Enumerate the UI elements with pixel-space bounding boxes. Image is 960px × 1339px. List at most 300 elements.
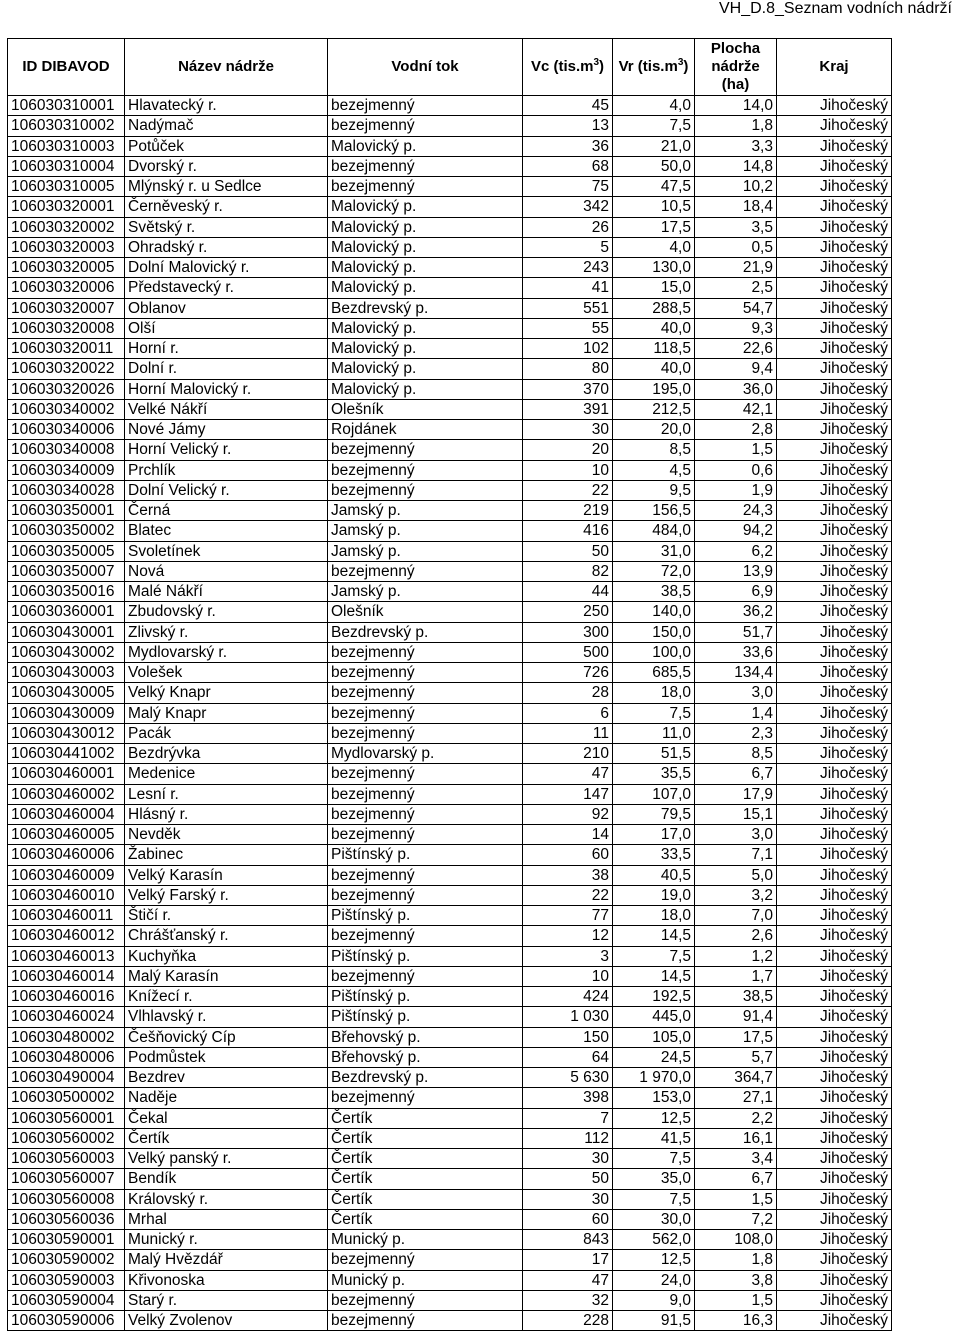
cell-region: Jihočeský — [777, 723, 892, 743]
cell-vr: 212,5 — [613, 399, 695, 419]
cell-region: Jihočeský — [777, 460, 892, 480]
cell-stream: bezejmenný — [328, 825, 523, 845]
cell-region: Jihočeský — [777, 440, 892, 460]
cell-area: 6,2 — [695, 541, 777, 561]
table-row — [8, 561, 892, 581]
cell-region: Jihočeský — [777, 339, 892, 359]
cell-vc: 424 — [523, 987, 613, 1007]
cell-stream: Jamský p. — [328, 541, 523, 561]
cell-id: 106030480006 — [8, 1047, 125, 1067]
cell-id: 106030590004 — [8, 1290, 125, 1310]
table-row — [8, 399, 892, 419]
cell-region: Jihočeský — [777, 1290, 892, 1310]
cell-stream: bezejmenný — [328, 966, 523, 986]
cell-stream: bezejmenný — [328, 683, 523, 703]
cell-name: Prchlík — [125, 460, 328, 480]
cell-vr: 38,5 — [613, 582, 695, 602]
cell-vr: 1 970,0 — [613, 1068, 695, 1088]
cell-area: 3,2 — [695, 885, 777, 905]
cell-name: Nevděk — [125, 825, 328, 845]
cell-name: Naděje — [125, 1088, 328, 1108]
cell-area: 7,2 — [695, 1209, 777, 1229]
cell-stream: Břehovský p. — [328, 1047, 523, 1067]
cell-stream: Malovický p. — [328, 339, 523, 359]
cell-vc: 147 — [523, 784, 613, 804]
cell-stream: Malovický p. — [328, 237, 523, 257]
cell-name: Nové Jámy — [125, 420, 328, 440]
cell-name: Medenice — [125, 764, 328, 784]
cell-region: Jihočeský — [777, 136, 892, 156]
cell-name: Horní Malovický r. — [125, 379, 328, 399]
cell-area: 1,9 — [695, 480, 777, 500]
cell-id: 106030480002 — [8, 1027, 125, 1047]
table-row — [8, 197, 892, 217]
cell-name: Královský r. — [125, 1189, 328, 1209]
cell-id: 106030320011 — [8, 339, 125, 359]
cell-area: 38,5 — [695, 987, 777, 1007]
cell-vr: 35,5 — [613, 764, 695, 784]
cell-name: Mrhal — [125, 1209, 328, 1229]
header-vc-suffix: ) — [599, 58, 605, 75]
cell-id: 106030560007 — [8, 1169, 125, 1189]
cell-vc: 50 — [523, 1169, 613, 1189]
cell-name: Svoletínek — [125, 541, 328, 561]
table-row — [8, 784, 892, 804]
cell-stream: Jamský p. — [328, 521, 523, 541]
cell-id: 106030430002 — [8, 642, 125, 662]
cell-vc: 102 — [523, 339, 613, 359]
cell-area: 27,1 — [695, 1088, 777, 1108]
cell-vc: 82 — [523, 561, 613, 581]
cell-area: 364,7 — [695, 1068, 777, 1088]
cell-vc: 14 — [523, 825, 613, 845]
cell-stream: bezejmenný — [328, 116, 523, 136]
cell-stream: Pištínský p. — [328, 1007, 523, 1027]
cell-stream: bezejmenný — [328, 804, 523, 824]
cell-name: Malé Nákří — [125, 582, 328, 602]
cell-area: 134,4 — [695, 663, 777, 683]
cell-region: Jihočeský — [777, 602, 892, 622]
cell-id: 106030340006 — [8, 420, 125, 440]
table-row — [8, 966, 892, 986]
cell-name: Čekal — [125, 1108, 328, 1128]
cell-name: Křivonoska — [125, 1270, 328, 1290]
cell-stream: Čertík — [328, 1108, 523, 1128]
cell-region: Jihočeský — [777, 946, 892, 966]
cell-vc: 30 — [523, 420, 613, 440]
cell-region: Jihočeský — [777, 784, 892, 804]
cell-area: 5,7 — [695, 1047, 777, 1067]
cell-vc: 47 — [523, 764, 613, 784]
cell-region: Jihočeský — [777, 1270, 892, 1290]
cell-vr: 9,5 — [613, 480, 695, 500]
cell-id: 106030430003 — [8, 663, 125, 683]
header-region: Kraj — [777, 39, 892, 96]
cell-vr: 33,5 — [613, 845, 695, 865]
cell-vr: 35,0 — [613, 1169, 695, 1189]
cell-id: 106030320006 — [8, 278, 125, 298]
cell-id: 106030460009 — [8, 865, 125, 885]
cell-id: 106030590002 — [8, 1250, 125, 1270]
cell-area: 15,1 — [695, 804, 777, 824]
cell-id: 106030350005 — [8, 541, 125, 561]
cell-vr: 445,0 — [613, 1007, 695, 1027]
cell-vc: 22 — [523, 480, 613, 500]
cell-vc: 64 — [523, 1047, 613, 1067]
cell-stream: bezejmenný — [328, 926, 523, 946]
cell-stream: Bezdrevský p. — [328, 1068, 523, 1088]
cell-region: Jihočeský — [777, 1068, 892, 1088]
cell-vr: 79,5 — [613, 804, 695, 824]
table-row — [8, 298, 892, 318]
cell-region: Jihočeský — [777, 885, 892, 905]
cell-vr: 30,0 — [613, 1209, 695, 1229]
cell-id: 106030320005 — [8, 258, 125, 278]
cell-region: Jihočeský — [777, 359, 892, 379]
cell-vr: 18,0 — [613, 683, 695, 703]
cell-area: 14,0 — [695, 96, 777, 116]
cell-region: Jihočeský — [777, 561, 892, 581]
cell-area: 2,8 — [695, 420, 777, 440]
cell-vr: 17,0 — [613, 825, 695, 845]
cell-vc: 398 — [523, 1088, 613, 1108]
cell-stream: Malovický p. — [328, 136, 523, 156]
cell-region: Jihočeský — [777, 197, 892, 217]
cell-area: 33,6 — [695, 642, 777, 662]
cell-stream: Malovický p. — [328, 278, 523, 298]
cell-vc: 68 — [523, 156, 613, 176]
header-area — [695, 39, 777, 96]
cell-vc: 843 — [523, 1230, 613, 1250]
cell-id: 106030460004 — [8, 804, 125, 824]
table-row — [8, 926, 892, 946]
cell-id: 106030500002 — [8, 1088, 125, 1108]
cell-area: 16,3 — [695, 1311, 777, 1331]
cell-stream: Čertík — [328, 1149, 523, 1169]
table-row — [8, 1290, 892, 1310]
cell-stream: Pištínský p. — [328, 987, 523, 1007]
cell-id: 106030560008 — [8, 1189, 125, 1209]
table-row — [8, 116, 892, 136]
cell-area: 18,4 — [695, 197, 777, 217]
cell-area: 1,8 — [695, 116, 777, 136]
cell-stream: bezejmenný — [328, 480, 523, 500]
table-row — [8, 764, 892, 784]
cell-area: 3,5 — [695, 217, 777, 237]
cell-id: 106030590001 — [8, 1230, 125, 1250]
table-row — [8, 663, 892, 683]
cell-vc: 60 — [523, 845, 613, 865]
cell-region: Jihočeský — [777, 1007, 892, 1027]
cell-vr: 91,5 — [613, 1311, 695, 1331]
cell-vr: 7,5 — [613, 946, 695, 966]
cell-vr: 24,0 — [613, 1270, 695, 1290]
cell-vc: 12 — [523, 926, 613, 946]
cell-region: Jihočeský — [777, 1169, 892, 1189]
cell-name: Lesní r. — [125, 784, 328, 804]
header-vr-prefix: Vr (tis.m — [618, 58, 678, 75]
cell-region: Jihočeský — [777, 744, 892, 764]
cell-vr: 14,5 — [613, 926, 695, 946]
cell-id: 106030320008 — [8, 318, 125, 338]
cell-name: Zlivský r. — [125, 622, 328, 642]
cell-vr: 105,0 — [613, 1027, 695, 1047]
table-row — [8, 1250, 892, 1270]
cell-name: Žabinec — [125, 845, 328, 865]
cell-vc: 3 — [523, 946, 613, 966]
cell-vr: 7,5 — [613, 116, 695, 136]
cell-vc: 47 — [523, 1270, 613, 1290]
cell-vc: 50 — [523, 541, 613, 561]
cell-vc: 416 — [523, 521, 613, 541]
cell-id: 106030430005 — [8, 683, 125, 703]
cell-id: 106030460016 — [8, 987, 125, 1007]
cell-area: 54,7 — [695, 298, 777, 318]
cell-vr: 20,0 — [613, 420, 695, 440]
cell-region: Jihočeský — [777, 683, 892, 703]
cell-name: Kuchyňka — [125, 946, 328, 966]
cell-area: 21,9 — [695, 258, 777, 278]
cell-stream: Malovický p. — [328, 379, 523, 399]
cell-vr: 100,0 — [613, 642, 695, 662]
cell-stream: Břehovský p. — [328, 1027, 523, 1047]
cell-id: 106030460010 — [8, 885, 125, 905]
cell-region: Jihočeský — [777, 1230, 892, 1250]
cell-id: 106030340009 — [8, 460, 125, 480]
table-row — [8, 480, 892, 500]
table-row — [8, 1007, 892, 1027]
table-row — [8, 946, 892, 966]
cell-vr: 41,5 — [613, 1128, 695, 1148]
cell-vr: 153,0 — [613, 1088, 695, 1108]
cell-vr: 118,5 — [613, 339, 695, 359]
cell-stream: bezejmenný — [328, 784, 523, 804]
cell-stream: Čertík — [328, 1189, 523, 1209]
cell-name: Bezdrývka — [125, 744, 328, 764]
table-row — [8, 501, 892, 521]
cell-stream: bezejmenný — [328, 723, 523, 743]
cell-id: 106030310004 — [8, 156, 125, 176]
cell-vc: 391 — [523, 399, 613, 419]
cell-region: Jihočeský — [777, 278, 892, 298]
table-row — [8, 683, 892, 703]
cell-region: Jihočeský — [777, 642, 892, 662]
cell-vr: 7,5 — [613, 1149, 695, 1169]
cell-vc: 500 — [523, 642, 613, 662]
cell-name: Ohradský r. — [125, 237, 328, 257]
cell-id: 106030560002 — [8, 1128, 125, 1148]
cell-vr: 18,0 — [613, 906, 695, 926]
cell-id: 106030460005 — [8, 825, 125, 845]
cell-region: Jihočeský — [777, 1189, 892, 1209]
table-row — [8, 440, 892, 460]
table-row — [8, 339, 892, 359]
table-row — [8, 804, 892, 824]
cell-name: Hlásný r. — [125, 804, 328, 824]
cell-vc: 60 — [523, 1209, 613, 1229]
cell-vc: 1 030 — [523, 1007, 613, 1027]
cell-vc: 20 — [523, 440, 613, 460]
cell-stream: bezejmenný — [328, 96, 523, 116]
cell-vc: 28 — [523, 683, 613, 703]
cell-region: Jihočeský — [777, 865, 892, 885]
cell-area: 1,5 — [695, 1290, 777, 1310]
cell-vc: 5 — [523, 237, 613, 257]
cell-region: Jihočeský — [777, 501, 892, 521]
cell-id: 106030350001 — [8, 501, 125, 521]
table-row — [8, 1189, 892, 1209]
table-row — [8, 177, 892, 197]
cell-id: 106030560001 — [8, 1108, 125, 1128]
cell-name: Oblanov — [125, 298, 328, 318]
cell-area: 17,9 — [695, 784, 777, 804]
cell-region: Jihočeský — [777, 622, 892, 642]
cell-name: Horní Velický r. — [125, 440, 328, 460]
cell-stream: Jamský p. — [328, 582, 523, 602]
cell-id: 106030460013 — [8, 946, 125, 966]
cell-vc: 26 — [523, 217, 613, 237]
cell-id: 106030430012 — [8, 723, 125, 743]
cell-name: Volešek — [125, 663, 328, 683]
cell-region: Jihočeský — [777, 96, 892, 116]
cell-stream: Munický p. — [328, 1230, 523, 1250]
cell-area: 2,6 — [695, 926, 777, 946]
cell-region: Jihočeský — [777, 703, 892, 723]
cell-vc: 44 — [523, 582, 613, 602]
cell-vc: 41 — [523, 278, 613, 298]
cell-region: Jihočeský — [777, 258, 892, 278]
cell-area: 1,7 — [695, 966, 777, 986]
cell-name: Horní r. — [125, 339, 328, 359]
cell-name: Potůček — [125, 136, 328, 156]
cell-vr: 40,5 — [613, 865, 695, 885]
cell-name: Malý Hvězdář — [125, 1250, 328, 1270]
cell-vr: 7,5 — [613, 703, 695, 723]
cell-stream: bezejmenný — [328, 865, 523, 885]
cell-name: Munický r. — [125, 1230, 328, 1250]
header-vc-sup: 3 — [593, 57, 600, 68]
table-row — [8, 1108, 892, 1128]
cell-name: Černá — [125, 501, 328, 521]
cell-stream: Malovický p. — [328, 359, 523, 379]
cell-vr: 130,0 — [613, 258, 695, 278]
cell-vr: 484,0 — [613, 521, 695, 541]
cell-name: Velký Knapr — [125, 683, 328, 703]
cell-region: Jihočeský — [777, 663, 892, 683]
cell-stream: bezejmenný — [328, 1290, 523, 1310]
cell-id: 106030340002 — [8, 399, 125, 419]
table-row — [8, 1230, 892, 1250]
cell-vr: 11,0 — [613, 723, 695, 743]
reservoir-table — [7, 38, 892, 1331]
cell-name: Světský r. — [125, 217, 328, 237]
cell-region: Jihočeský — [777, 1108, 892, 1128]
cell-id: 106030320022 — [8, 359, 125, 379]
cell-name: Hlavatecký r. — [125, 96, 328, 116]
cell-vc: 342 — [523, 197, 613, 217]
cell-stream: bezejmenný — [328, 1088, 523, 1108]
cell-area: 24,3 — [695, 501, 777, 521]
cell-name: Nová — [125, 561, 328, 581]
cell-name: Dolní r. — [125, 359, 328, 379]
cell-area: 2,2 — [695, 1108, 777, 1128]
cell-stream: bezejmenný — [328, 177, 523, 197]
cell-area: 91,4 — [695, 1007, 777, 1027]
cell-name: Podmůstek — [125, 1047, 328, 1067]
cell-vc: 10 — [523, 460, 613, 480]
table-row — [8, 278, 892, 298]
cell-id: 106030460006 — [8, 845, 125, 865]
table-row — [8, 987, 892, 1007]
cell-region: Jihočeský — [777, 926, 892, 946]
cell-area: 36,0 — [695, 379, 777, 399]
cell-vc: 243 — [523, 258, 613, 278]
cell-region: Jihočeský — [777, 1128, 892, 1148]
cell-vc: 551 — [523, 298, 613, 318]
cell-id: 106030350002 — [8, 521, 125, 541]
table-row — [8, 825, 892, 845]
cell-area: 2,5 — [695, 278, 777, 298]
cell-id: 106030460024 — [8, 1007, 125, 1027]
table-row — [8, 1068, 892, 1088]
cell-name: Knížecí r. — [125, 987, 328, 1007]
table-row — [8, 744, 892, 764]
cell-name: Bendík — [125, 1169, 328, 1189]
cell-region: Jihočeský — [777, 1250, 892, 1270]
cell-id: 106030460012 — [8, 926, 125, 946]
table-header — [8, 39, 892, 96]
cell-id: 106030460011 — [8, 906, 125, 926]
cell-vr: 192,5 — [613, 987, 695, 1007]
cell-region: Jihočeský — [777, 1311, 892, 1331]
cell-area: 3,0 — [695, 825, 777, 845]
cell-stream: bezejmenný — [328, 156, 523, 176]
cell-vc: 80 — [523, 359, 613, 379]
cell-stream: Malovický p. — [328, 318, 523, 338]
cell-name: Malý Karasín — [125, 966, 328, 986]
cell-vc: 5 630 — [523, 1068, 613, 1088]
cell-vr: 4,0 — [613, 237, 695, 257]
cell-id: 106030460014 — [8, 966, 125, 986]
cell-area: 17,5 — [695, 1027, 777, 1047]
cell-stream: Čertík — [328, 1169, 523, 1189]
header-row — [8, 39, 892, 96]
table-row — [8, 521, 892, 541]
cell-id: 106030320002 — [8, 217, 125, 237]
cell-vr: 107,0 — [613, 784, 695, 804]
header-vc-prefix: Vc (tis.m — [530, 58, 594, 75]
cell-stream: Pištínský p. — [328, 946, 523, 966]
cell-vr: 7,5 — [613, 1189, 695, 1209]
cell-area: 1,5 — [695, 440, 777, 460]
table-row — [8, 318, 892, 338]
cell-area: 0,6 — [695, 460, 777, 480]
cell-name: Češňovický Cíp — [125, 1027, 328, 1047]
table-row — [8, 582, 892, 602]
cell-vr: 140,0 — [613, 602, 695, 622]
cell-vr: 4,5 — [613, 460, 695, 480]
cell-region: Jihočeský — [777, 399, 892, 419]
cell-vr: 40,0 — [613, 359, 695, 379]
cell-region: Jihočeský — [777, 1209, 892, 1229]
cell-vr: 24,5 — [613, 1047, 695, 1067]
cell-vr: 51,5 — [613, 744, 695, 764]
cell-name: Mydlovarský r. — [125, 642, 328, 662]
cell-stream: Čertík — [328, 1209, 523, 1229]
table-row — [8, 1169, 892, 1189]
cell-id: 106030320007 — [8, 298, 125, 318]
cell-region: Jihočeský — [777, 825, 892, 845]
